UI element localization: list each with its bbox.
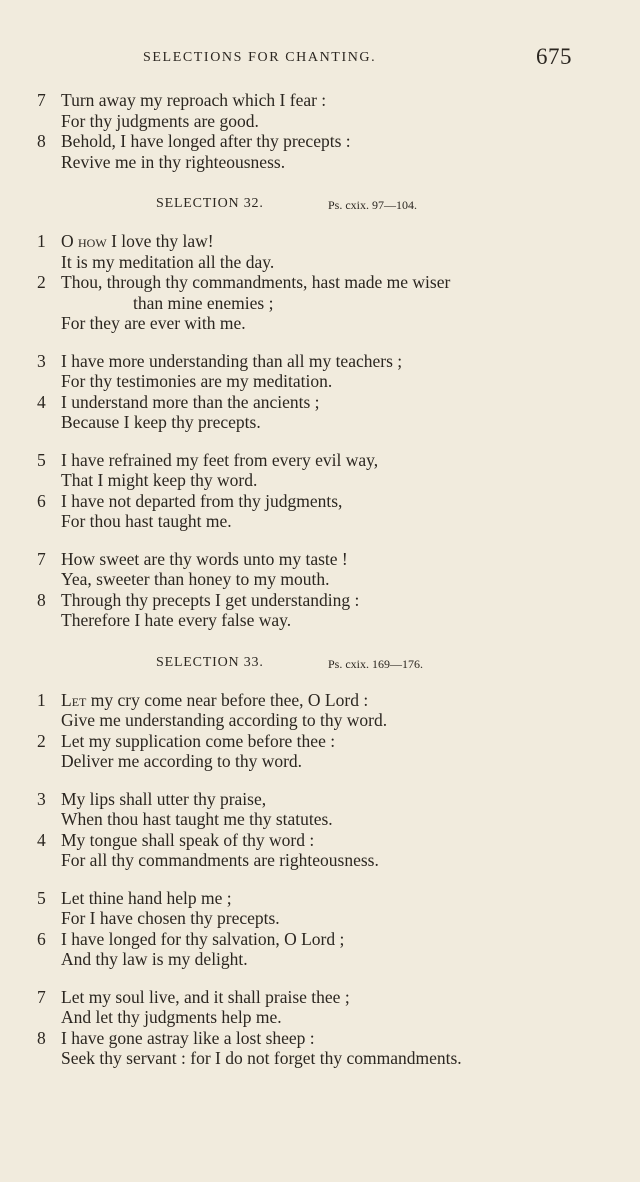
running-head: SELECTIONS FOR CHANTING. [143, 50, 377, 65]
verse-line [0, 231, 640, 252]
verse-text: I have more understanding than all my teachers ; [61, 350, 403, 371]
verse-text: For thy testimonies are my meditation. [61, 371, 333, 391]
verse-line [0, 908, 640, 929]
verse-text: Because I keep thy precepts. [61, 412, 261, 432]
verse-text: I have longed for thy salvation, O Lord ; [61, 928, 345, 949]
verse-text: Let my cry come near before thee, O Lord : [61, 689, 369, 710]
verse-text: How sweet are thy words unto my taste ! [61, 548, 348, 569]
verse-number: 7 [37, 90, 46, 110]
verse-line [0, 511, 640, 532]
verse-text: Seek thy servant : for I do not forget thy commandments. [61, 1048, 462, 1068]
verse-line [0, 111, 640, 132]
verse-text: And let thy judgments help me. [61, 1007, 282, 1027]
verse-line [0, 610, 640, 631]
verse-line [0, 371, 640, 392]
verse-line [0, 929, 640, 950]
verse-line [0, 131, 640, 152]
page-number: 675 [536, 44, 572, 69]
verse-line [0, 888, 640, 909]
verse-number: 6 [37, 928, 46, 949]
selection-title: SELECTION 32. [156, 196, 264, 211]
verse-text: Let my supplication come before thee : [61, 730, 336, 751]
verse-text: That I might keep thy word. [61, 470, 258, 490]
verse-text: It is my meditation all the day. [61, 251, 275, 272]
verse-number: 8 [37, 1027, 46, 1048]
verse-text: When thou hast taught me thy statutes. [61, 809, 333, 829]
verse-number: 6 [37, 490, 46, 511]
verse-number: 4 [37, 829, 46, 850]
verse-text: Give me understanding according to thy word. [61, 710, 388, 730]
psalm-reference: Ps. cxix. 169—176. [328, 656, 424, 671]
verse-line [0, 90, 640, 111]
verse-number: 3 [37, 788, 46, 809]
verse-text: I have gone astray like a lost sheep : [61, 1027, 315, 1048]
verse-line [0, 272, 640, 293]
verse-text: For I have chosen thy precepts. [61, 908, 280, 928]
verse-line [0, 751, 640, 772]
verse-text: I have not departed from thy judgments, [61, 490, 343, 511]
verse-number: 8 [37, 589, 46, 610]
verse-line [0, 412, 640, 433]
verse-number: 1 [37, 231, 46, 251]
verse-text: Let thine hand help me ; [61, 887, 232, 908]
verse-line [0, 731, 640, 752]
verse-text: Behold, I have longed after thy precepts : [61, 131, 351, 151]
verse-number: 4 [37, 391, 46, 412]
verse-line [0, 690, 640, 711]
verse-line [0, 1007, 640, 1028]
verse-line [0, 152, 640, 173]
verse-line [0, 491, 640, 512]
verse-text: Therefore I hate every false way. [61, 610, 292, 630]
verse-number: 7 [37, 548, 46, 569]
verse-line [0, 1048, 640, 1069]
verse-line [0, 710, 640, 731]
verse-text: For thy judgments are good. [61, 110, 259, 131]
verse-number: 8 [37, 131, 46, 151]
verse-text: O how I love thy law! [61, 231, 214, 251]
verse-text: My lips shall utter thy praise, [61, 788, 267, 809]
verse-line [0, 392, 640, 413]
verse-line [0, 252, 640, 273]
verse-line [0, 850, 640, 871]
verse-line [0, 470, 640, 491]
verse-line [0, 809, 640, 830]
verse-text: Turn away my reproach which I fear : [61, 90, 327, 110]
verse-number: 2 [37, 730, 46, 751]
verse-text: My tongue shall speak of thy word : [61, 829, 315, 850]
verse-line [0, 313, 640, 334]
verse-line [0, 789, 640, 810]
verse-line [0, 987, 640, 1008]
verse-text: Through thy precepts I get understanding : [61, 589, 360, 610]
verse-line [0, 830, 640, 851]
verse-line [0, 569, 640, 590]
verse-number: 5 [37, 887, 46, 908]
page-header [0, 44, 640, 74]
verse-line [0, 450, 640, 471]
verse-text: than mine enemies ; [133, 292, 274, 313]
selection-title: SELECTION 33. [156, 654, 264, 670]
verse-text: For they are ever with me. [61, 313, 246, 333]
selection-heading [0, 653, 640, 673]
verse-number: 5 [37, 449, 46, 470]
verse-number: 2 [37, 272, 46, 292]
verse-text: Yea, sweeter than honey to my mouth. [61, 569, 330, 589]
verse-line [0, 949, 640, 970]
page-content [0, 90, 640, 1069]
verse-text: Thou, through thy commandments, hast made me wiser [61, 272, 451, 292]
verse-text: For thou hast taught me. [61, 511, 232, 531]
verse-line [0, 293, 640, 314]
verse-text: Let my soul live, and it shall praise thee ; [61, 986, 350, 1007]
selection-heading [0, 194, 640, 214]
verse-text: For all thy commandments are righteousness. [61, 850, 379, 870]
verse-number: 1 [37, 689, 46, 710]
verse-line [0, 351, 640, 372]
psalm-reference: Ps. cxix. 97—104. [328, 198, 418, 212]
verse-text: I understand more than the ancients ; [61, 391, 320, 412]
verse-line [0, 549, 640, 570]
verse-text: I have refrained my feet from every evil way, [61, 449, 379, 470]
verse-number: 7 [37, 986, 46, 1007]
verse-line [0, 1028, 640, 1049]
verse-text: And thy law is my delight. [61, 949, 248, 969]
verse-line [0, 590, 640, 611]
verse-text: Revive me in thy righteousness. [61, 151, 286, 172]
verse-text: Deliver me according to thy word. [61, 751, 303, 771]
verse-number: 3 [37, 350, 46, 371]
